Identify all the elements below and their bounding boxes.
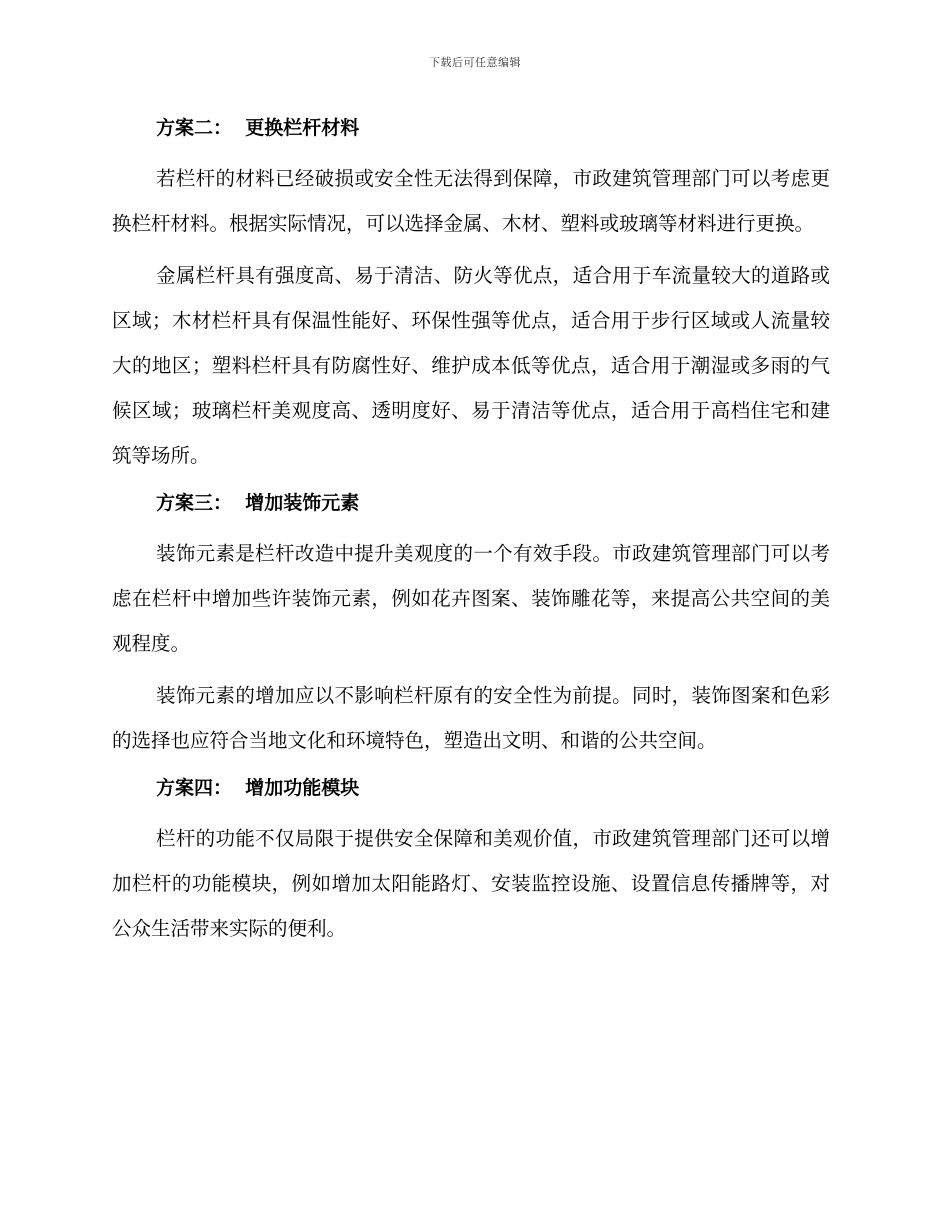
- paragraph: 装饰元素是栏杆改造中提升美观度的一个有效手段。市政建筑管理部门可以考虑在栏杆中增加些许装饰元素，例如花卉图案、装饰雕花等，来提高公共空间的美观程度。: [112, 542, 830, 655]
- section-heading-plan-3: 方案三： 增加装饰元素: [156, 492, 360, 514]
- paragraph: 金属栏杆具有强度高、易于清洁、防火等优点，适合用于车流量较大的道路或区域；木材栏杆具有保温性能好、环保性强等优点，适合用于步行区域或人流量较大的地区；塑料栏杆具有防腐性好、维护成本低等优点，适合用于潮湿或多雨的气候区域；玻璃栏杆美观度高、透明度好、易于清洁等优点，适合用于高档住宅和建筑等场所。: [112, 264, 830, 467]
- document-body: [112, 110, 830, 958]
- section-heading-plan-2: 方案二： 更换栏杆材料: [156, 117, 360, 139]
- paragraph: 装饰元素的增加应以不影响栏杆原有的安全性为前提。同时，装饰图案和色彩的选择也应符合当地文化和环境特色，塑造出文明、和谐的公共空间。: [112, 684, 830, 752]
- page-header-note: 下载后可任意编辑: [429, 56, 521, 69]
- paragraph: 若栏杆的材料已经破损或安全性无法得到保障，市政建筑管理部门可以考虑更换栏杆材料。根据实际情况，可以选择金属、木材、塑料或玻璃等材料进行更换。: [112, 167, 830, 235]
- paragraph: 栏杆的功能不仅局限于提供安全保障和美观价值，市政建筑管理部门还可以增加栏杆的功能模块，例如增加太阳能路灯、安装监控设施、设置信息传播牌等，对公众生活带来实际的便利。: [112, 827, 830, 940]
- section-heading-plan-4: 方案四： 增加功能模块: [156, 777, 360, 799]
